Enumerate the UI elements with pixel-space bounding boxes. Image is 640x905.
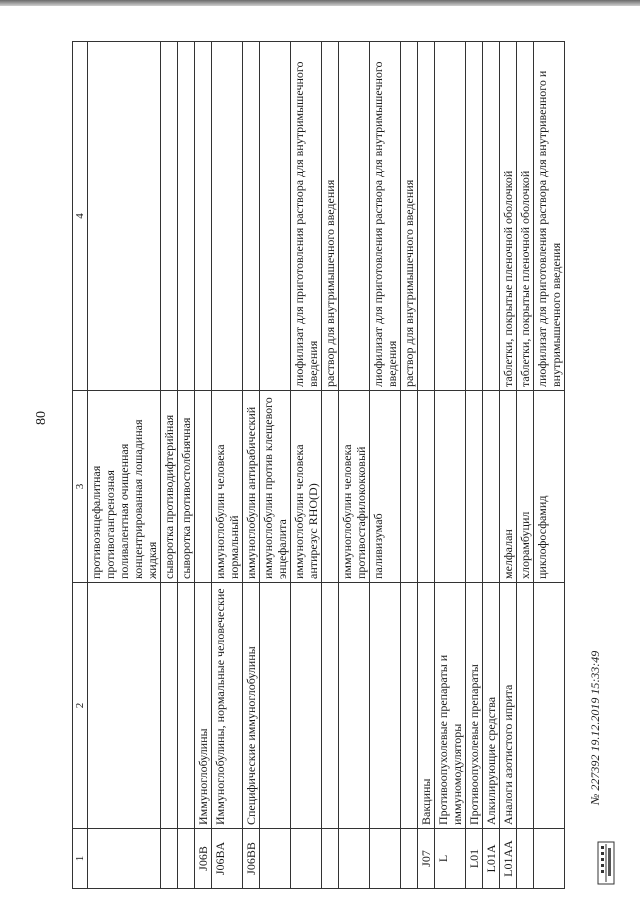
cell-name: иммуноглобулин человека противостафилококковый xyxy=(339,391,370,583)
cell-group: Вакцины xyxy=(418,583,435,829)
cell-name xyxy=(483,391,500,583)
cell-form xyxy=(243,42,260,391)
cell-group: Иммуноглобулины xyxy=(195,583,212,829)
cell-name: иммуноглобулин антирабический xyxy=(243,391,260,583)
page-number: 80 xyxy=(34,411,49,425)
cell-name: хлорамбуцил xyxy=(517,391,534,583)
cell-code: J06BB xyxy=(243,829,260,889)
header-col-4: 4 xyxy=(73,42,88,391)
cell-group: Алкилирующие средства xyxy=(483,583,500,829)
table-row xyxy=(322,42,339,889)
cell-code: J07 xyxy=(418,829,435,889)
scan-top-edge xyxy=(0,0,640,6)
cell-group xyxy=(534,583,565,829)
cell-form: лиофилизат для приготовления раствора для внутримышечного введения xyxy=(370,42,401,391)
table-row xyxy=(370,42,401,889)
cell-form xyxy=(161,42,178,391)
cell-name: иммуноглобулин человека антирезус RHO(D) xyxy=(291,391,322,583)
cell-name: иммуноглобулин человека нормальный xyxy=(212,391,243,583)
cell-group: Иммуноглобулины, нормальные человеческие xyxy=(212,583,243,829)
table-row xyxy=(212,42,243,889)
cell-name xyxy=(195,391,212,583)
cell-form xyxy=(483,42,500,391)
cell-code xyxy=(291,829,322,889)
table-row xyxy=(291,42,322,889)
cell-form: лиофилизат для приготовления раствора для внутривенного и внутримышечного введения xyxy=(534,42,565,391)
cell-code: L01A xyxy=(483,829,500,889)
cell-group: Специфические иммуноглобулины xyxy=(243,583,260,829)
cell-name xyxy=(401,391,418,583)
rotated-sheet xyxy=(72,42,574,889)
table-body xyxy=(73,42,565,889)
cell-code: J06BA xyxy=(212,829,243,889)
cell-group: Противоопухолевые препараты и иммуномодуляторы xyxy=(435,583,466,829)
table-row xyxy=(88,42,161,889)
cell-form xyxy=(260,42,291,391)
cell-form: таблетки, покрытые пленочной оболочкой xyxy=(500,42,517,391)
table-row xyxy=(178,42,195,889)
cell-code: J06B xyxy=(195,829,212,889)
cell-code xyxy=(161,829,178,889)
table-row xyxy=(195,42,212,889)
cell-form: таблетки, покрытые пленочной оболочкой xyxy=(517,42,534,391)
cell-group: Противоопухолевые препараты xyxy=(466,583,483,829)
cell-code xyxy=(401,829,418,889)
cell-form xyxy=(88,42,161,391)
cell-form xyxy=(466,42,483,391)
cell-name: мелфалан xyxy=(500,391,517,583)
cell-name xyxy=(466,391,483,583)
cell-form xyxy=(178,42,195,391)
cell-name: паливизумаб xyxy=(370,391,401,583)
cell-code xyxy=(178,829,195,889)
cell-code xyxy=(370,829,401,889)
table-header-row xyxy=(73,42,88,889)
cell-code xyxy=(260,829,291,889)
cell-name: противоэнцефалитная противогангренозная поливалентная очищенная концентрированная лошадиная жидкая xyxy=(88,391,161,583)
cell-group xyxy=(401,583,418,829)
cell-group xyxy=(88,583,161,829)
cell-code: L01 xyxy=(466,829,483,889)
table-row xyxy=(339,42,370,889)
table-row xyxy=(466,42,483,889)
cell-code: L01AA xyxy=(500,829,517,889)
cell-code xyxy=(534,829,565,889)
cell-form xyxy=(195,42,212,391)
cell-group xyxy=(370,583,401,829)
table-row xyxy=(517,42,534,889)
cell-group xyxy=(291,583,322,829)
cell-form xyxy=(435,42,466,391)
cell-code xyxy=(322,829,339,889)
emblem-icon xyxy=(595,840,617,886)
header-col-1: 1 xyxy=(73,829,88,889)
cell-name xyxy=(435,391,466,583)
cell-code xyxy=(88,829,161,889)
cell-form: раствор для внутримышечного введения xyxy=(322,42,339,391)
cell-code: L xyxy=(435,829,466,889)
table-row xyxy=(161,42,178,889)
table-row xyxy=(534,42,565,889)
cell-form xyxy=(418,42,435,391)
cell-name xyxy=(418,391,435,583)
table-row xyxy=(260,42,291,889)
drug-list-table xyxy=(72,41,565,889)
cell-form: лиофилизат для приготовления раствора для внутримышечного введения xyxy=(291,42,322,391)
cell-form xyxy=(339,42,370,391)
header-col-2: 2 xyxy=(73,583,88,829)
header-col-3: 3 xyxy=(73,391,88,583)
cell-group xyxy=(322,583,339,829)
cell-form: раствор для внутримышечного введения xyxy=(401,42,418,391)
cell-group xyxy=(339,583,370,829)
cell-name: сыворотка противодифтерийная xyxy=(161,391,178,583)
cell-name xyxy=(322,391,339,583)
cell-name: иммуноглобулин против клещевого энцефалита xyxy=(260,391,291,583)
document-page xyxy=(72,42,574,889)
cell-group xyxy=(260,583,291,829)
table-row xyxy=(435,42,466,889)
cell-group xyxy=(178,583,195,829)
cell-code xyxy=(339,829,370,889)
table-row xyxy=(243,42,260,889)
cell-group xyxy=(161,583,178,829)
cell-name: циклофосфамид xyxy=(534,391,565,583)
table-row xyxy=(500,42,517,889)
table-row xyxy=(401,42,418,889)
registration-stamp: № 227392 19.12.2019 15:33:49 xyxy=(588,650,602,805)
cell-form xyxy=(212,42,243,391)
cell-group: Аналоги азотистого иприта xyxy=(500,583,517,829)
table-row xyxy=(418,42,435,889)
cell-name: сыворотка противостолбнячная xyxy=(178,391,195,583)
cell-code xyxy=(517,829,534,889)
table-row xyxy=(483,42,500,889)
cell-group xyxy=(517,583,534,829)
